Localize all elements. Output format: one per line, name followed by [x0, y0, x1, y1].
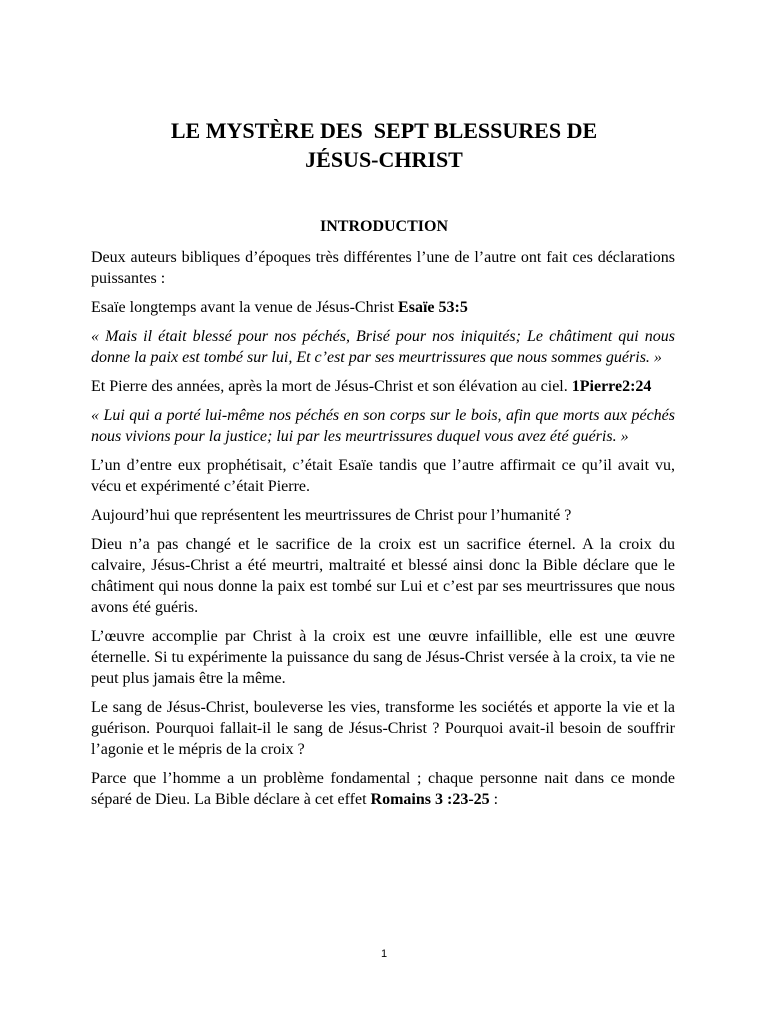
title-line-1: LE MYSTÈRE DES SEPT BLESSURES DE [170, 118, 598, 143]
document-title [90, 116, 678, 174]
paragraph-sang: Le sang de Jésus-Christ, bouleverse les vies, transforme les sociétés et apporte la vie et la guérison. Pourquoi fallait-il le sang de Jésus-Christ ? Pourquoi avait-il besoin de souffrir l’agonie et le mépris de la croix ? [91, 699, 675, 758]
paragraph-probleme-text: Parce que l’homme a un problème fondamental ; chaque personne nait dans ce monde séparé de Dieu. La Bible déclare à cet effet [91, 770, 675, 808]
reference-pierre: 1Pierre2:24 [571, 378, 652, 395]
title-line-2: JÉSUS-CHRIST [305, 147, 463, 172]
paragraph-pierre-text: Et Pierre des années, après la mort de Jésus-Christ et son élévation au ciel. [91, 378, 572, 395]
paragraph-question: Aujourd’hui que représentent les meurtrissures de Christ pour l’humanité ? [91, 507, 572, 524]
paragraph-esaie-text: Esaïe longtemps avant la venue de Jésus-Christ [91, 299, 399, 316]
reference-romains: Romains 3 :23-25 [370, 791, 490, 808]
paragraph-prophecy: L’un d’entre eux prophétisait, c’était Esaïe tandis que l’autre affirmait ce qu’il avait vu, vécu et expérimenté c’était Pierre. [91, 457, 675, 495]
page-number: 1 [380, 948, 388, 960]
paragraph-oeuvre: L’œuvre accomplie par Christ à la croix est une œuvre infaillible, elle est une œuvre éternelle. Si tu expérimente la puissance du sang de Jésus-Christ versée à la croix, ta vie ne peut plus jamais être la même. [91, 628, 675, 687]
document-body [91, 247, 675, 818]
paragraph-sacrifice: Dieu n’a pas changé et le sacrifice de la croix est un sacrifice éternel. A la croix du calvaire, Jésus-Christ a été meurtri, maltraité et blessé ainsi donc la Bible déclare que le châtiment qui nous donne la paix est tombé sur Lui et c’est par ses meurtrissures que nous avons été guéris. [91, 536, 675, 616]
paragraph-probleme-tail: : [489, 791, 499, 808]
paragraph-intro: Deux auteurs bibliques d’époques très différentes l’une de l’autre ont fait ces déclarations puissantes : [91, 249, 675, 287]
paragraph-pierre [91, 376, 675, 397]
verse-esaie: « Mais il était blessé pour nos péchés, Brisé pour nos iniquités; Le châtiment qui nous donne la paix est tombé sur lui, Et c’est par ses meurtrissures que nous sommes guéris. » [91, 328, 675, 366]
paragraph-probleme [91, 768, 675, 810]
introduction-heading: INTRODUCTION [319, 218, 448, 235]
reference-esaie: Esaïe 53:5 [398, 299, 468, 316]
paragraph-esaie [91, 297, 675, 318]
verse-pierre: « Lui qui a porté lui-même nos péchés en son corps sur le bois, afin que morts aux péchés nous vivions pour la justice; lui par les meurtrissures duquel vous avez été guéris. » [91, 407, 675, 445]
